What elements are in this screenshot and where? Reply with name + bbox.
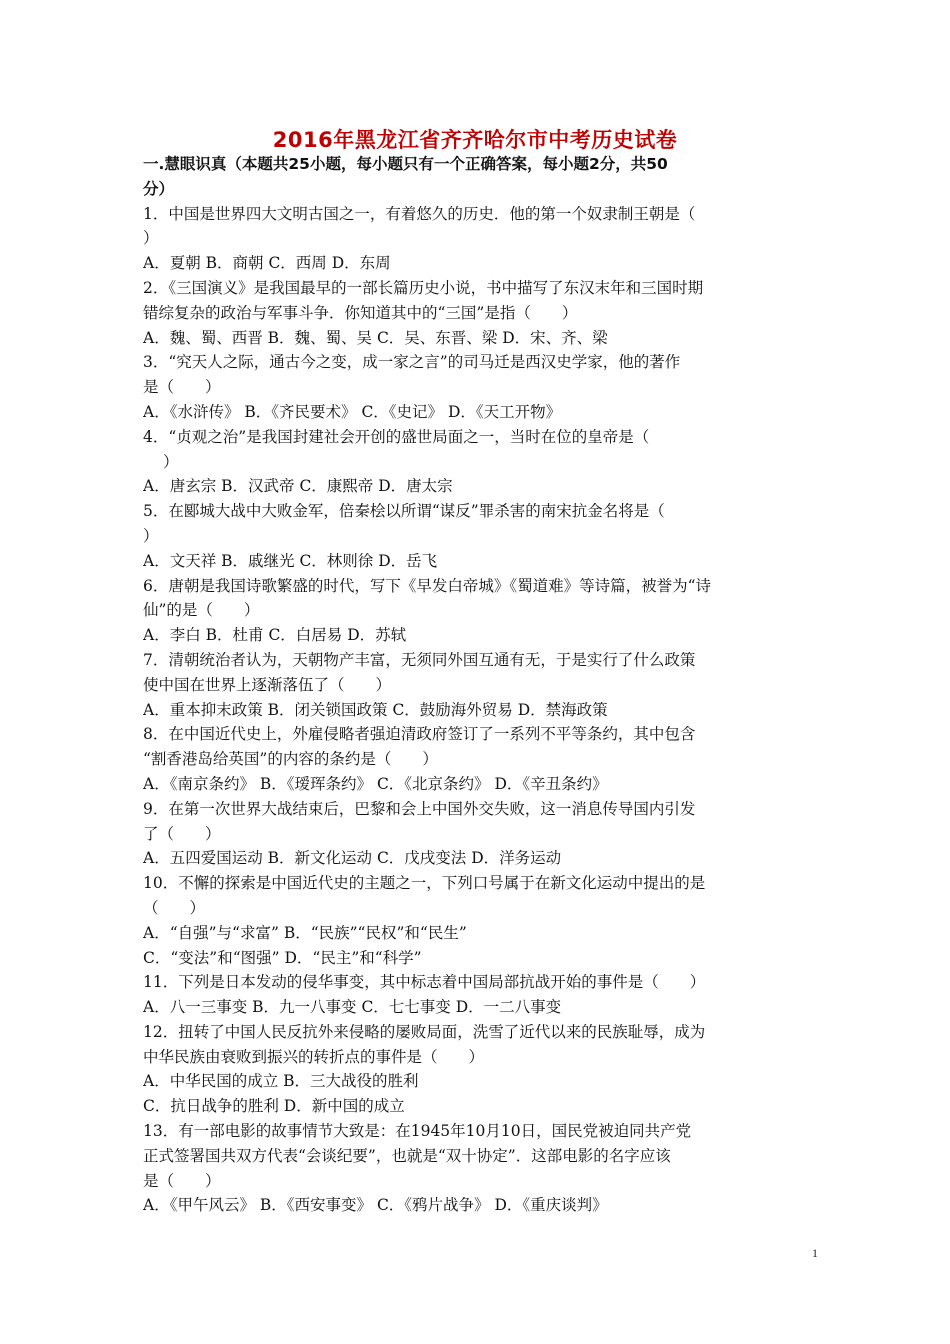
text-line: 4．“贞观之治”是我国封建社会开创的盛世局面之一，当时在位的皇帝是（ — [143, 427, 650, 446]
text-line: 7．清朝统治者认为，天朝物产丰富，无须同外国互通有无，于是实行了什么政策 — [143, 650, 696, 669]
text-line: 仙”的是（ ） — [143, 601, 260, 620]
text-line: 8．在中国近代史上，外雇侵略者强迫清政府签订了一系列不平等条约，其中包含 — [143, 725, 696, 744]
text-line: 正式签署国共双方代表“会谈纪要”，也就是“双十协定”．这部电影的名字应该 — [143, 1146, 671, 1165]
section-heading-line: 分） — [143, 179, 175, 198]
text-line: 10．不懈的探索是中国近代史的主题之一，下列口号属于在新文化运动中提出的是 — [143, 874, 706, 893]
text-line: 2．《三国演义》是我国最早的一部长篇历史小说，书中描写了东汉末年和三国时期 — [143, 278, 704, 297]
text-line: 错综复杂的政治与军事斗争．你知道其中的“三国”是指（ ） — [143, 303, 578, 322]
text-line: ） — [143, 229, 159, 248]
text-line: C．“变法”和“图强” D．“民主”和“科学” — [143, 948, 422, 967]
text-line: 13．有一部电影的故事情节大致是：在1945年10月10日，国民党被迫同共产党 — [143, 1122, 692, 1141]
text-line: 中华民族由衰败到振兴的转折点的事件是（ ） — [143, 1047, 485, 1066]
text-line: 是（ ） — [143, 1171, 221, 1190]
text-line: C．抗日战争的胜利 D．新中国的成立 — [143, 1097, 405, 1116]
text-line: 12．扭转了中国人民反抗外来侵略的屡败局面，洗雪了近代以来的民族耻辱，成为 — [143, 1022, 706, 1041]
text-line: A．《甲午风云》 B．《西安事变》 C．《鸦片战争》 D．《重庆谈判》 — [143, 1196, 608, 1215]
text-line: “割香港岛给英国”的内容的条约是（ ） — [143, 750, 438, 769]
text-line: A．“自强”与“求富” B．“民族”“民权”和“民生” — [143, 923, 467, 942]
text-line: 使中国在世界上逐渐落伍了（ ） — [143, 675, 392, 694]
section-heading-line: 一.慧眼识真（本题共25小题，每小题只有一个正确答案，每小题2分，共50 — [143, 155, 668, 173]
text-line: A．文天祥 B．戚继光 C．林则徐 D．岳飞 — [143, 551, 438, 570]
text-line: 是（ ） — [143, 378, 221, 397]
text-line: A．重本抑末政策 B．闭关锁国政策 C．鼓励海外贸易 D．禁海政策 — [143, 700, 608, 719]
exam-content — [143, 152, 813, 1218]
text-line: ） — [163, 452, 179, 471]
text-line: 5．在郾城大战中大败金军，倍秦桧以所谓“谋反”罪杀害的南宋抗金名将是（ — [143, 502, 665, 521]
page-number: 1 — [812, 1246, 818, 1260]
text-line: 1．中国是世界四大文明古国之一，有着悠久的历史．他的第一个奴隶制王朝是（ — [143, 204, 696, 223]
text-line: 6．唐朝是我国诗歌繁盛的时代，写下《早发白帝城》《蜀道难》等诗篇，被誉为“诗 — [143, 576, 712, 595]
text-line: 11．下列是日本发动的侵华事变，其中标志着中国局部抗战开始的事件是（ ） — [143, 973, 706, 992]
text-line: 了（ ） — [143, 824, 221, 843]
text-line: A．《水浒传》 B．《齐民要术》 C．《史记》 D．《天工开物》 — [143, 402, 562, 421]
exam-title: 2016年黑龙江省齐齐哈尔市中考历史试卷 — [272, 128, 678, 152]
text-line: A．五四爱国运动 B．新文化运动 C．戊戌变法 D．洋务运动 — [143, 849, 562, 868]
text-line: 9．在第一次世界大战结束后，巴黎和会上中国外交失败，这一消息传导国内引发 — [143, 799, 696, 818]
text-line: A．中华民国的成立 B．三大战役的胜利 — [143, 1072, 419, 1091]
text-line: A．唐玄宗 B．汉武帝 C．康熙帝 D．唐太宗 — [143, 477, 453, 496]
text-line: 3．“究天人之际，通古今之变，成一家之言”的司马迁是西汉史学家，他的著作 — [143, 353, 681, 372]
text-line: ） — [143, 526, 159, 545]
question-lines — [143, 202, 813, 1219]
text-line: （ ） — [143, 898, 206, 917]
text-line: A．魏、蜀、西晋 B．魏、蜀、吴 C．吴、东晋、梁 D．宋、齐、梁 — [143, 328, 608, 347]
text-line: A．夏朝 B．商朝 C．西周 D．东周 — [143, 254, 391, 273]
text-line: A．八一三事变 B．九一八事变 C．七七事变 D．一二八事变 — [143, 998, 562, 1017]
text-line: A．李白 B．杜甫 C．白居易 D．苏轼 — [143, 626, 407, 645]
text-line: A．《南京条约》 B．《瑷珲条约》 C．《北京条约》 D．《辛丑条约》 — [143, 774, 608, 793]
